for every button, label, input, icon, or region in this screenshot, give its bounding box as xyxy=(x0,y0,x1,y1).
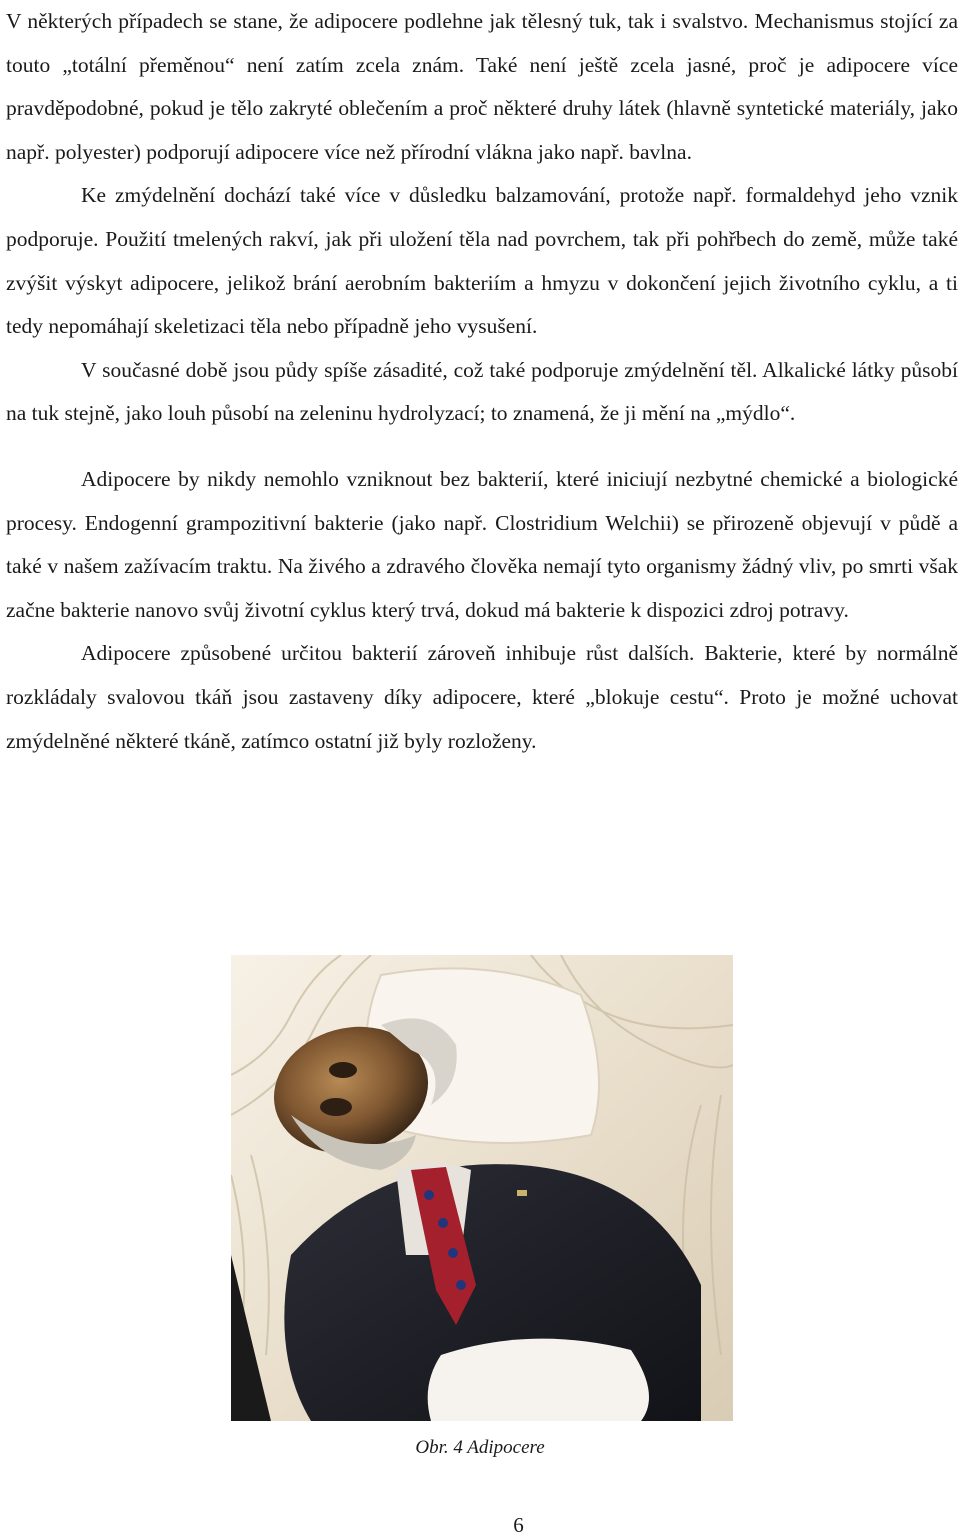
paragraph-3: V současné době jsou půdy spíše zásadité, což také podporuje zmýdelnění těl. Alkalické látky působí na tuk stejně, jako louh působí na zeleninu hydrolyzací; to znamená, že ji mění na „mýdlo“. xyxy=(6,357,958,426)
figure-caption: Obr. 4 Adipocere xyxy=(415,1437,545,1458)
paragraph-5: Adipocere způsobené určitou bakterií zároveň inhibuje růst dalších. Bakterie, které by normálně rozkládaly svalovou tkáň jsou zastaveny díky adipocere, které „blokuje cestu“. Proto je možné uchovat zmýdelněné některé tkáně, zatímco ostatní již byly rozloženy. xyxy=(6,641,958,753)
paragraph-1: V některých případech se stane, že adipocere podlehne jak tělesný tuk, tak i svalstvo. Mechanismus stojící za touto „totální přeměnou“ není zatím zcela znám. Také není ještě zcela jasné, proč je adipocere více pravděpodobné, pokud je tělo zakryté oblečením a proč některé druhy látek (hlavně syntetické materiály, jako např. polyester) podporují adipocere více než přírodní vlákna jako např. bavlna. xyxy=(6,9,958,164)
page-number: 6 xyxy=(513,1513,524,1537)
document-page xyxy=(6,0,958,763)
white-cloth xyxy=(428,1339,649,1421)
adipocere-photo xyxy=(231,955,733,1421)
paragraph-2: Ke zmýdelnění dochází také více v důsledku balzamování, protože např. formaldehyd jeho vznik podporuje. Použití tmelených rakví, jak při uložení těla nad povrchem, tak při pohřbech do země, může také zvýšit výskyt adipocere, jelikož brání aerobním bakteriím a hmyzu v dokončení jejich životního cyklu, a ti tedy nepomáhají skeletizaci těla nebo případně jeho vysušení. xyxy=(6,183,958,339)
paragraph-4: Adipocere by nikdy nemohlo vzniknout bez bakterií, které iniciují nezbytné chemické a biologické procesy. Endogenní grampozitivní bakterie (jako např. Clostridium Welchii) se přirozeně objevují v půdě a také v našem zažívacím traktu. Na živého a zdravého člověka nemají tyto organismy žádný vliv, po smrti však začne bakterie nanovo svůj životní cyklus který trvá, dokud má bakterie k dispozici zdroj potravy. xyxy=(6,466,958,622)
